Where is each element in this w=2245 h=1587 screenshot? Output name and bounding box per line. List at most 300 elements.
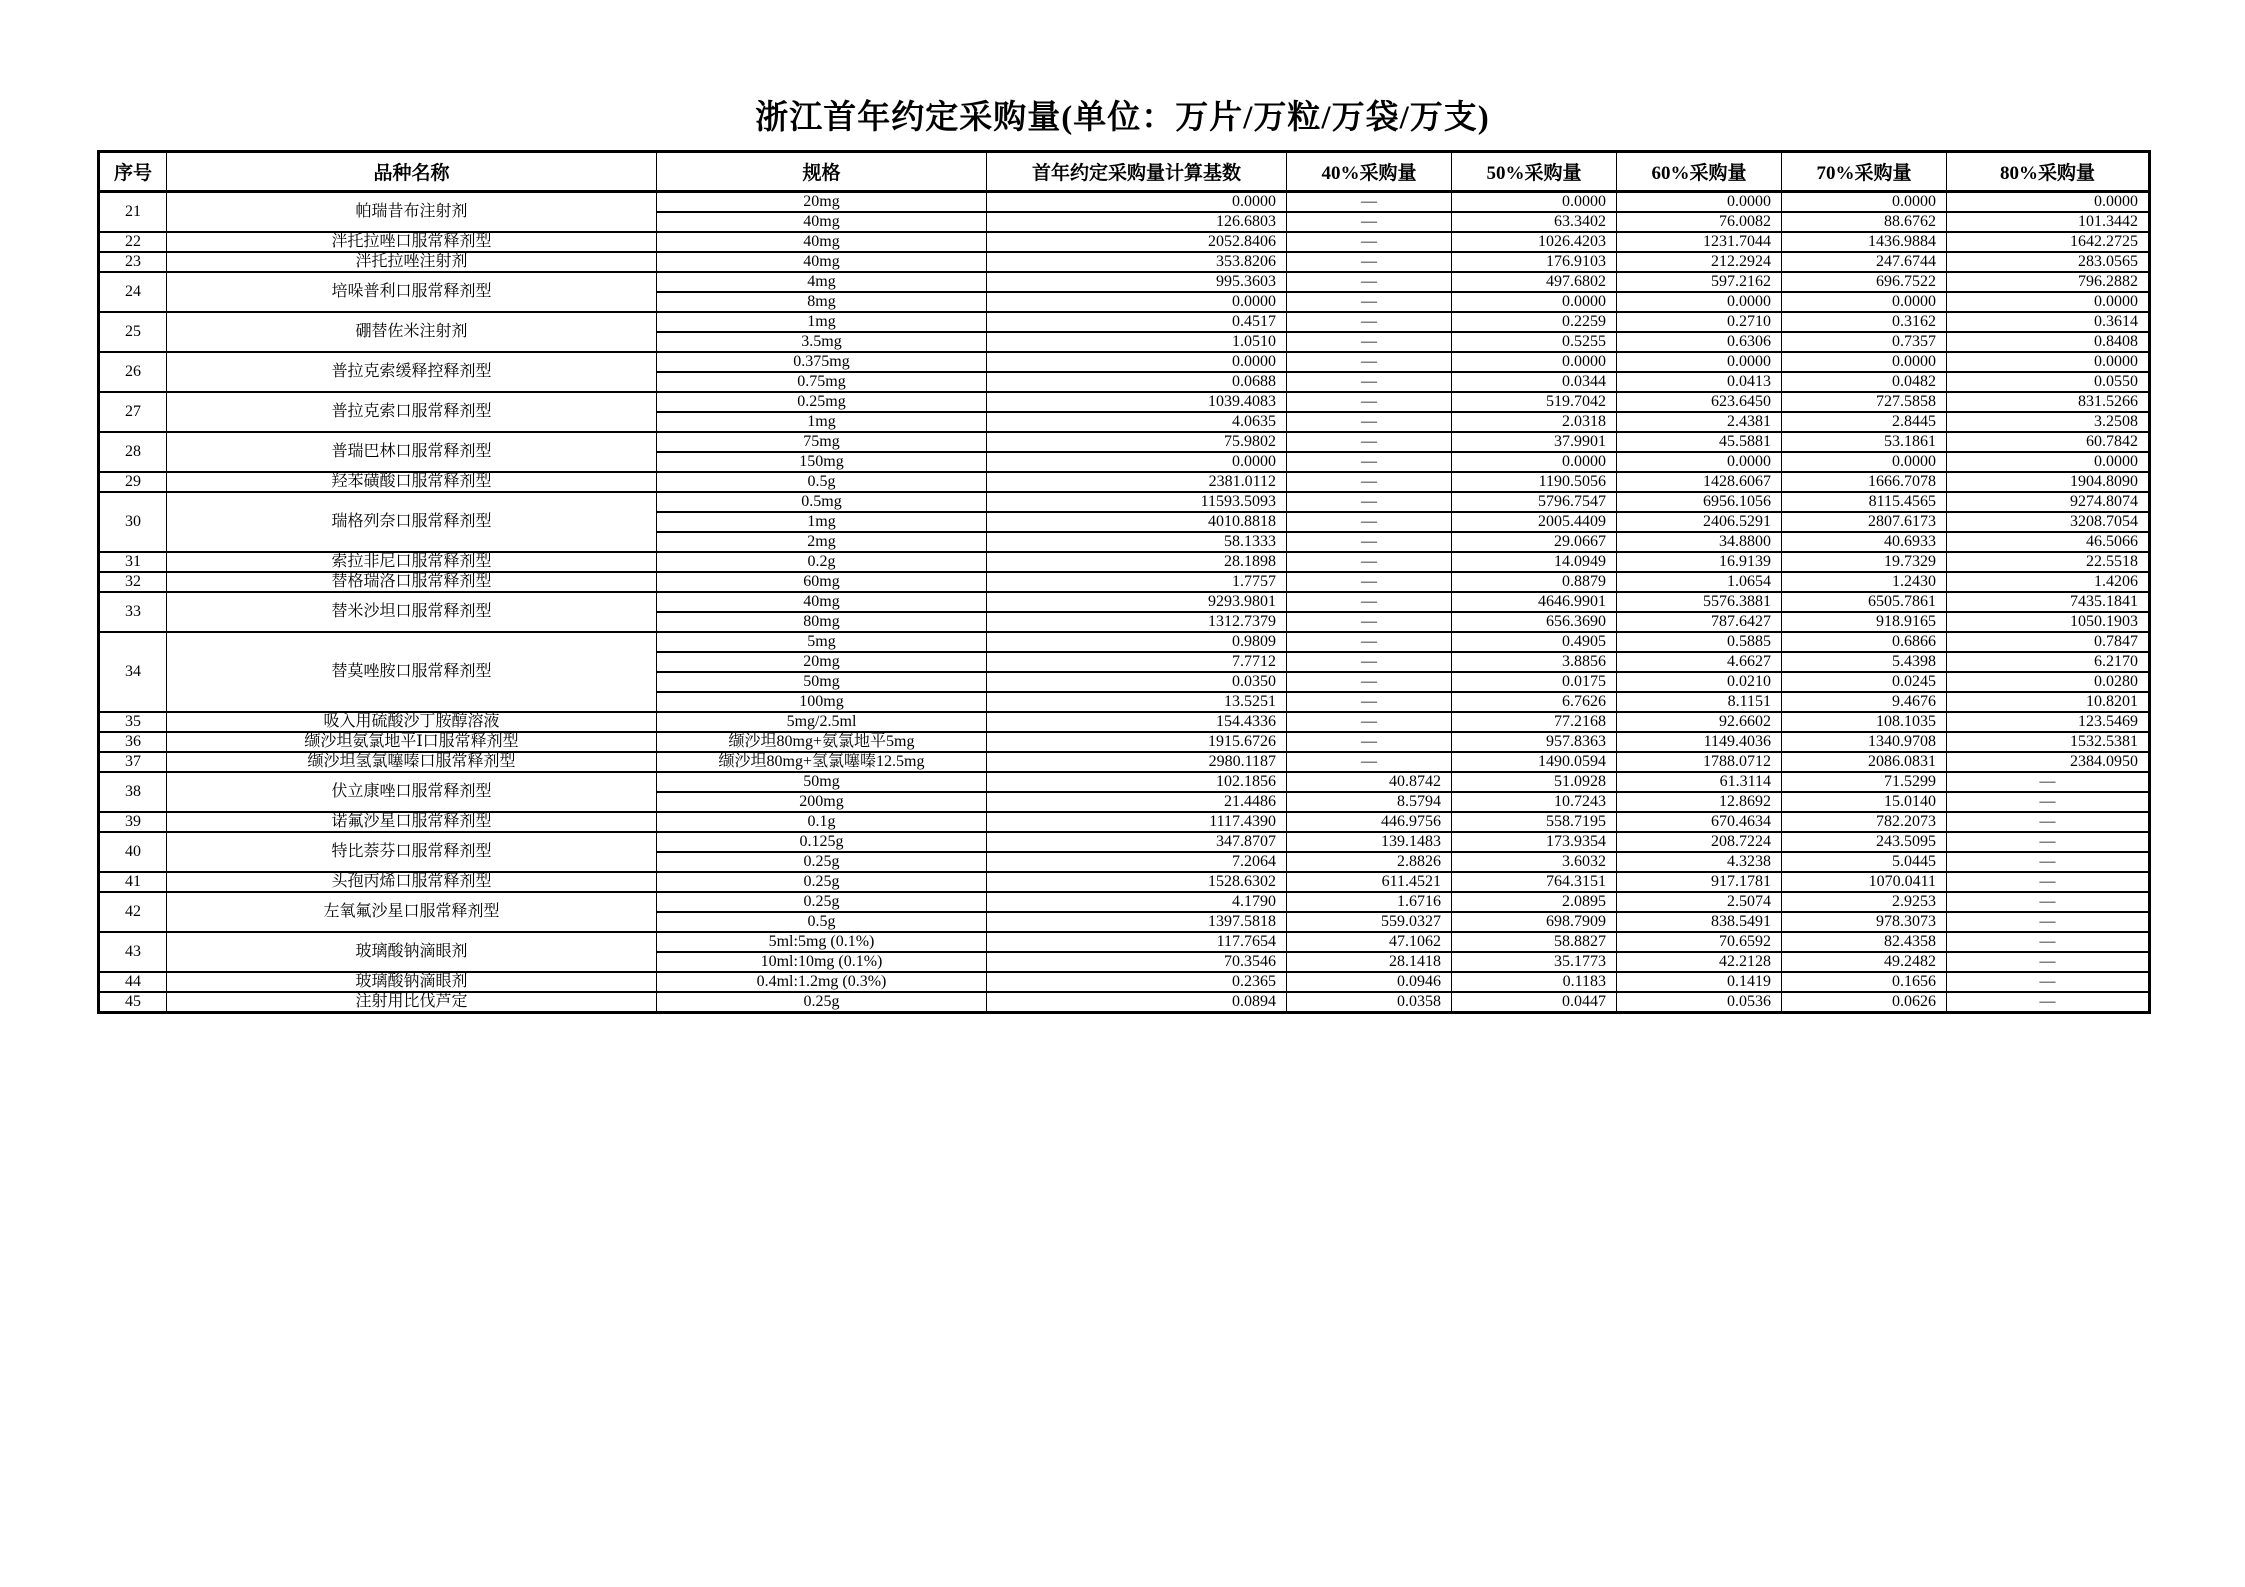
cell-80pct: —: [1947, 932, 2150, 952]
cell-70pct: 782.2073: [1782, 812, 1947, 832]
page-title: 浙江首年约定采购量(单位：万片/万粒/万袋/万支): [755, 100, 1490, 136]
cell-base: 7.7712: [987, 652, 1287, 672]
cell-40pct: —: [1287, 212, 1452, 232]
cell-40pct: —: [1287, 652, 1452, 672]
cell-70pct: 19.7329: [1782, 552, 1947, 572]
cell-base: 995.3603: [987, 272, 1287, 292]
cell-product-name: 培哚普利口服常释剂型: [167, 272, 657, 312]
cell-spec: 5mg: [657, 632, 987, 652]
cell-base: 0.0000: [987, 192, 1287, 213]
cell-80pct: 0.0550: [1947, 372, 2150, 392]
cell-serial: 36: [99, 732, 167, 752]
cell-50pct: 3.8856: [1452, 652, 1617, 672]
cell-product-name: 瑞格列奈口服常释剂型: [167, 492, 657, 552]
cell-60pct: 1149.4036: [1617, 732, 1782, 752]
cell-80pct: 796.2882: [1947, 272, 2150, 292]
cell-serial: 29: [99, 472, 167, 492]
table-row: [99, 972, 2150, 992]
cell-40pct: —: [1287, 192, 1452, 213]
cell-50pct: 0.0000: [1452, 292, 1617, 312]
cell-40pct: 611.4521: [1287, 872, 1452, 892]
cell-80pct: —: [1947, 952, 2150, 972]
cell-70pct: 1070.0411: [1782, 872, 1947, 892]
cell-base: 11593.5093: [987, 492, 1287, 512]
cell-40pct: —: [1287, 452, 1452, 472]
cell-base: 2052.8406: [987, 232, 1287, 252]
cell-base: 4010.8818: [987, 512, 1287, 532]
cell-60pct: 0.1419: [1617, 972, 1782, 992]
cell-50pct: 51.0928: [1452, 772, 1617, 792]
cell-serial: 24: [99, 272, 167, 312]
cell-40pct: —: [1287, 272, 1452, 292]
cell-70pct: 0.0245: [1782, 672, 1947, 692]
cell-80pct: 831.5266: [1947, 392, 2150, 412]
cell-spec: 缬沙坦80mg+氢氯噻嗪12.5mg: [657, 752, 987, 772]
cell-70pct: 88.6762: [1782, 212, 1947, 232]
cell-base: 2381.0112: [987, 472, 1287, 492]
cell-80pct: 283.0565: [1947, 252, 2150, 272]
cell-70pct: 0.6866: [1782, 632, 1947, 652]
cell-40pct: 1.6716: [1287, 892, 1452, 912]
cell-70pct: 8115.4565: [1782, 492, 1947, 512]
cell-base: 1312.7379: [987, 612, 1287, 632]
cell-40pct: —: [1287, 612, 1452, 632]
cell-40pct: —: [1287, 292, 1452, 312]
cell-serial: 42: [99, 892, 167, 932]
cell-80pct: 3.2508: [1947, 412, 2150, 432]
cell-70pct: 71.5299: [1782, 772, 1947, 792]
cell-spec: 0.5g: [657, 472, 987, 492]
cell-spec: 60mg: [657, 572, 987, 592]
table-row: [99, 992, 2150, 1013]
cell-70pct: 40.6933: [1782, 532, 1947, 552]
cell-base: 9293.9801: [987, 592, 1287, 612]
cell-50pct: 0.0447: [1452, 992, 1617, 1013]
cell-60pct: 6956.1056: [1617, 492, 1782, 512]
cell-base: 2980.1187: [987, 752, 1287, 772]
cell-50pct: 2005.4409: [1452, 512, 1617, 532]
cell-50pct: 0.1183: [1452, 972, 1617, 992]
cell-base: 347.8707: [987, 832, 1287, 852]
cell-base: 0.9809: [987, 632, 1287, 652]
cell-product-name: 玻璃酸钠滴眼剂: [167, 972, 657, 992]
cell-product-name: 注射用比伐芦定: [167, 992, 657, 1013]
cell-50pct: 77.2168: [1452, 712, 1617, 732]
cell-60pct: 2.5074: [1617, 892, 1782, 912]
cell-70pct: 49.2482: [1782, 952, 1947, 972]
cell-spec: 40mg: [657, 212, 987, 232]
cell-80pct: —: [1947, 812, 2150, 832]
cell-serial: 34: [99, 632, 167, 712]
cell-50pct: 0.0175: [1452, 672, 1617, 692]
cell-50pct: 957.8363: [1452, 732, 1617, 752]
cell-base: 7.2064: [987, 852, 1287, 872]
cell-serial: 31: [99, 552, 167, 572]
cell-product-name: 替米沙坦口服常释剂型: [167, 592, 657, 632]
cell-80pct: 1050.1903: [1947, 612, 2150, 632]
header-product-name: 品种名称: [167, 152, 657, 192]
cell-40pct: 8.5794: [1287, 792, 1452, 812]
cell-70pct: 0.0000: [1782, 192, 1947, 213]
cell-40pct: —: [1287, 592, 1452, 612]
cell-50pct: 764.3151: [1452, 872, 1617, 892]
cell-50pct: 58.8827: [1452, 932, 1617, 952]
cell-spec: 5ml:5mg (0.1%): [657, 932, 987, 952]
cell-product-name: 硼替佐米注射剂: [167, 312, 657, 352]
cell-40pct: —: [1287, 392, 1452, 412]
cell-60pct: 8.1151: [1617, 692, 1782, 712]
table-row: [99, 892, 2150, 912]
cell-40pct: —: [1287, 732, 1452, 752]
cell-70pct: 6505.7861: [1782, 592, 1947, 612]
cell-60pct: 0.0000: [1617, 292, 1782, 312]
cell-70pct: 696.7522: [1782, 272, 1947, 292]
cell-60pct: 0.0413: [1617, 372, 1782, 392]
cell-50pct: 3.6032: [1452, 852, 1617, 872]
cell-base: 75.9802: [987, 432, 1287, 452]
cell-70pct: 2807.6173: [1782, 512, 1947, 532]
cell-base: 0.0000: [987, 292, 1287, 312]
cell-40pct: 2.8826: [1287, 852, 1452, 872]
cell-serial: 26: [99, 352, 167, 392]
table-row: [99, 572, 2150, 592]
cell-spec: 10ml:10mg (0.1%): [657, 952, 987, 972]
table-row: [99, 772, 2150, 792]
cell-70pct: 243.5095: [1782, 832, 1947, 852]
table-row: [99, 812, 2150, 832]
cell-50pct: 0.4905: [1452, 632, 1617, 652]
cell-spec: 200mg: [657, 792, 987, 812]
cell-product-name: 普拉克索缓释控释剂型: [167, 352, 657, 392]
cell-60pct: 5576.3881: [1617, 592, 1782, 612]
table-row: [99, 272, 2150, 292]
table-row: [99, 472, 2150, 492]
cell-70pct: 5.4398: [1782, 652, 1947, 672]
header-80pct: 80%采购量: [1947, 152, 2150, 192]
cell-50pct: 519.7042: [1452, 392, 1617, 412]
cell-60pct: 917.1781: [1617, 872, 1782, 892]
cell-base: 0.2365: [987, 972, 1287, 992]
cell-base: 21.4486: [987, 792, 1287, 812]
cell-80pct: —: [1947, 852, 2150, 872]
cell-80pct: 0.0000: [1947, 292, 2150, 312]
cell-40pct: —: [1287, 312, 1452, 332]
cell-80pct: 1.4206: [1947, 572, 2150, 592]
cell-spec: 0.375mg: [657, 352, 987, 372]
cell-spec: 缬沙坦80mg+氨氯地平5mg: [657, 732, 987, 752]
cell-80pct: 7435.1841: [1947, 592, 2150, 612]
cell-60pct: 0.5885: [1617, 632, 1782, 652]
header-row: [99, 152, 2150, 192]
cell-50pct: 2.0895: [1452, 892, 1617, 912]
table-row: [99, 392, 2150, 412]
cell-70pct: 0.0000: [1782, 292, 1947, 312]
cell-70pct: 0.0000: [1782, 352, 1947, 372]
cell-serial: 23: [99, 252, 167, 272]
cell-60pct: 42.2128: [1617, 952, 1782, 972]
header-70pct: 70%采购量: [1782, 152, 1947, 192]
cell-spec: 80mg: [657, 612, 987, 632]
cell-spec: 0.25g: [657, 852, 987, 872]
cell-product-name: 伏立康唑口服常释剂型: [167, 772, 657, 812]
cell-40pct: —: [1287, 472, 1452, 492]
cell-serial: 43: [99, 932, 167, 972]
cell-50pct: 63.3402: [1452, 212, 1617, 232]
cell-spec: 50mg: [657, 672, 987, 692]
cell-60pct: 0.0000: [1617, 352, 1782, 372]
cell-base: 154.4336: [987, 712, 1287, 732]
cell-40pct: 446.9756: [1287, 812, 1452, 832]
cell-base: 0.0000: [987, 452, 1287, 472]
cell-80pct: —: [1947, 992, 2150, 1013]
cell-50pct: 10.7243: [1452, 792, 1617, 812]
cell-80pct: —: [1947, 832, 2150, 852]
cell-50pct: 0.2259: [1452, 312, 1617, 332]
cell-60pct: 623.6450: [1617, 392, 1782, 412]
cell-serial: 32: [99, 572, 167, 592]
cell-spec: 0.5g: [657, 912, 987, 932]
cell-spec: 0.125g: [657, 832, 987, 852]
cell-base: 13.5251: [987, 692, 1287, 712]
cell-base: 102.1856: [987, 772, 1287, 792]
cell-60pct: 0.6306: [1617, 332, 1782, 352]
cell-base: 1.7757: [987, 572, 1287, 592]
cell-serial: 45: [99, 992, 167, 1013]
cell-80pct: 46.5066: [1947, 532, 2150, 552]
cell-base: 58.1333: [987, 532, 1287, 552]
cell-80pct: —: [1947, 972, 2150, 992]
cell-40pct: —: [1287, 532, 1452, 552]
procurement-table: [97, 150, 2151, 1014]
cell-50pct: 0.0344: [1452, 372, 1617, 392]
cell-serial: 25: [99, 312, 167, 352]
cell-60pct: 0.0000: [1617, 192, 1782, 213]
cell-50pct: 0.8879: [1452, 572, 1617, 592]
cell-40pct: —: [1287, 752, 1452, 772]
cell-60pct: 4.6627: [1617, 652, 1782, 672]
cell-70pct: 2086.0831: [1782, 752, 1947, 772]
cell-product-name: 缬沙坦氢氯噻嗪口服常释剂型: [167, 752, 657, 772]
cell-serial: 41: [99, 872, 167, 892]
cell-spec: 0.2g: [657, 552, 987, 572]
cell-80pct: 0.0280: [1947, 672, 2150, 692]
cell-spec: 0.25g: [657, 992, 987, 1013]
cell-80pct: —: [1947, 792, 2150, 812]
cell-60pct: 208.7224: [1617, 832, 1782, 852]
header-50pct: 50%采购量: [1452, 152, 1617, 192]
cell-70pct: 0.1656: [1782, 972, 1947, 992]
cell-base: 0.0894: [987, 992, 1287, 1013]
cell-base: 0.0688: [987, 372, 1287, 392]
cell-40pct: 40.8742: [1287, 772, 1452, 792]
cell-spec: 2mg: [657, 532, 987, 552]
cell-40pct: —: [1287, 672, 1452, 692]
cell-base: 28.1898: [987, 552, 1287, 572]
cell-40pct: —: [1287, 572, 1452, 592]
cell-60pct: 70.6592: [1617, 932, 1782, 952]
table-row: [99, 232, 2150, 252]
cell-50pct: 497.6802: [1452, 272, 1617, 292]
cell-80pct: 0.7847: [1947, 632, 2150, 652]
cell-50pct: 35.1773: [1452, 952, 1617, 972]
cell-50pct: 29.0667: [1452, 532, 1617, 552]
table-row: [99, 492, 2150, 512]
table-row: [99, 872, 2150, 892]
cell-50pct: 2.0318: [1452, 412, 1617, 432]
cell-spec: 5mg/2.5ml: [657, 712, 987, 732]
cell-70pct: 918.9165: [1782, 612, 1947, 632]
cell-50pct: 6.7626: [1452, 692, 1617, 712]
cell-40pct: —: [1287, 492, 1452, 512]
header-serial: 序号: [99, 152, 167, 192]
cell-spec: 1mg: [657, 512, 987, 532]
cell-60pct: 0.2710: [1617, 312, 1782, 332]
cell-80pct: 0.3614: [1947, 312, 2150, 332]
cell-base: 126.6803: [987, 212, 1287, 232]
table-row: [99, 252, 2150, 272]
cell-product-name: 头孢丙烯口服常释剂型: [167, 872, 657, 892]
cell-70pct: 9.4676: [1782, 692, 1947, 712]
cell-60pct: 16.9139: [1617, 552, 1782, 572]
cell-80pct: 1642.2725: [1947, 232, 2150, 252]
cell-product-name: 泮托拉唑口服常释剂型: [167, 232, 657, 252]
cell-spec: 0.25g: [657, 872, 987, 892]
cell-base: 1117.4390: [987, 812, 1287, 832]
cell-50pct: 698.7909: [1452, 912, 1617, 932]
cell-80pct: 0.0000: [1947, 192, 2150, 213]
table-row: [99, 932, 2150, 952]
cell-60pct: 597.2162: [1617, 272, 1782, 292]
cell-product-name: 吸入用硫酸沙丁胺醇溶液: [167, 712, 657, 732]
cell-spec: 0.5mg: [657, 492, 987, 512]
cell-base: 1.0510: [987, 332, 1287, 352]
cell-80pct: 0.0000: [1947, 452, 2150, 472]
cell-spec: 20mg: [657, 192, 987, 213]
cell-80pct: 60.7842: [1947, 432, 2150, 452]
cell-80pct: 1904.8090: [1947, 472, 2150, 492]
cell-40pct: —: [1287, 552, 1452, 572]
cell-serial: 39: [99, 812, 167, 832]
header-spec: 规格: [657, 152, 987, 192]
table-row: [99, 352, 2150, 372]
cell-60pct: 2.4381: [1617, 412, 1782, 432]
cell-50pct: 0.0000: [1452, 352, 1617, 372]
cell-70pct: 2.8445: [1782, 412, 1947, 432]
cell-80pct: 0.8408: [1947, 332, 2150, 352]
cell-product-name: 普拉克索口服常释剂型: [167, 392, 657, 432]
cell-40pct: —: [1287, 372, 1452, 392]
cell-50pct: 1490.0594: [1452, 752, 1617, 772]
cell-50pct: 656.3690: [1452, 612, 1617, 632]
cell-base: 4.1790: [987, 892, 1287, 912]
cell-70pct: 5.0445: [1782, 852, 1947, 872]
cell-60pct: 4.3238: [1617, 852, 1782, 872]
cell-serial: 35: [99, 712, 167, 732]
cell-40pct: —: [1287, 712, 1452, 732]
cell-50pct: 0.0000: [1452, 192, 1617, 213]
cell-50pct: 173.9354: [1452, 832, 1617, 852]
table-body: [99, 192, 2150, 1013]
cell-80pct: —: [1947, 772, 2150, 792]
cell-40pct: —: [1287, 412, 1452, 432]
cell-40pct: 47.1062: [1287, 932, 1452, 952]
cell-base: 0.0000: [987, 352, 1287, 372]
cell-serial: 40: [99, 832, 167, 872]
cell-spec: 0.25mg: [657, 392, 987, 412]
cell-40pct: —: [1287, 332, 1452, 352]
cell-spec: 0.1g: [657, 812, 987, 832]
cell-product-name: 特比萘芬口服常释剂型: [167, 832, 657, 872]
table-row: [99, 592, 2150, 612]
cell-product-name: 羟苯磺酸口服常释剂型: [167, 472, 657, 492]
cell-70pct: 978.3073: [1782, 912, 1947, 932]
table-row: [99, 192, 2150, 213]
cell-70pct: 1666.7078: [1782, 472, 1947, 492]
cell-product-name: 泮托拉唑注射剂: [167, 252, 657, 272]
cell-70pct: 1.2430: [1782, 572, 1947, 592]
header-base: 首年约定采购量计算基数: [987, 152, 1287, 192]
cell-50pct: 176.9103: [1452, 252, 1617, 272]
cell-spec: 150mg: [657, 452, 987, 472]
cell-40pct: —: [1287, 632, 1452, 652]
table-row: [99, 632, 2150, 652]
cell-base: 1039.4083: [987, 392, 1287, 412]
cell-70pct: 1436.9884: [1782, 232, 1947, 252]
cell-80pct: 123.5469: [1947, 712, 2150, 732]
cell-40pct: —: [1287, 512, 1452, 532]
cell-40pct: 0.0946: [1287, 972, 1452, 992]
cell-40pct: 0.0358: [1287, 992, 1452, 1013]
cell-80pct: 10.8201: [1947, 692, 2150, 712]
table-row: [99, 752, 2150, 772]
cell-60pct: 1.0654: [1617, 572, 1782, 592]
cell-70pct: 0.0482: [1782, 372, 1947, 392]
cell-60pct: 0.0210: [1617, 672, 1782, 692]
cell-spec: 100mg: [657, 692, 987, 712]
cell-spec: 20mg: [657, 652, 987, 672]
cell-base: 1397.5818: [987, 912, 1287, 932]
cell-base: 0.0350: [987, 672, 1287, 692]
cell-base: 0.4517: [987, 312, 1287, 332]
cell-serial: 22: [99, 232, 167, 252]
table-row: [99, 552, 2150, 572]
cell-50pct: 4646.9901: [1452, 592, 1617, 612]
cell-serial: 30: [99, 492, 167, 552]
cell-70pct: 108.1035: [1782, 712, 1947, 732]
cell-70pct: 53.1861: [1782, 432, 1947, 452]
cell-60pct: 61.3114: [1617, 772, 1782, 792]
cell-base: 4.0635: [987, 412, 1287, 432]
cell-base: 353.8206: [987, 252, 1287, 272]
cell-80pct: 0.0000: [1947, 352, 2150, 372]
cell-50pct: 1190.5056: [1452, 472, 1617, 492]
cell-80pct: 2384.0950: [1947, 752, 2150, 772]
cell-60pct: 1231.7044: [1617, 232, 1782, 252]
cell-70pct: 247.6744: [1782, 252, 1947, 272]
cell-serial: 21: [99, 192, 167, 233]
cell-spec: 1mg: [657, 312, 987, 332]
cell-product-name: 玻璃酸钠滴眼剂: [167, 932, 657, 972]
cell-serial: 33: [99, 592, 167, 632]
cell-80pct: —: [1947, 892, 2150, 912]
cell-50pct: 0.0000: [1452, 452, 1617, 472]
cell-50pct: 14.0949: [1452, 552, 1617, 572]
cell-50pct: 558.7195: [1452, 812, 1617, 832]
cell-product-name: 诺氟沙星口服常释剂型: [167, 812, 657, 832]
cell-spec: 40mg: [657, 252, 987, 272]
cell-60pct: 1788.0712: [1617, 752, 1782, 772]
cell-50pct: 0.5255: [1452, 332, 1617, 352]
